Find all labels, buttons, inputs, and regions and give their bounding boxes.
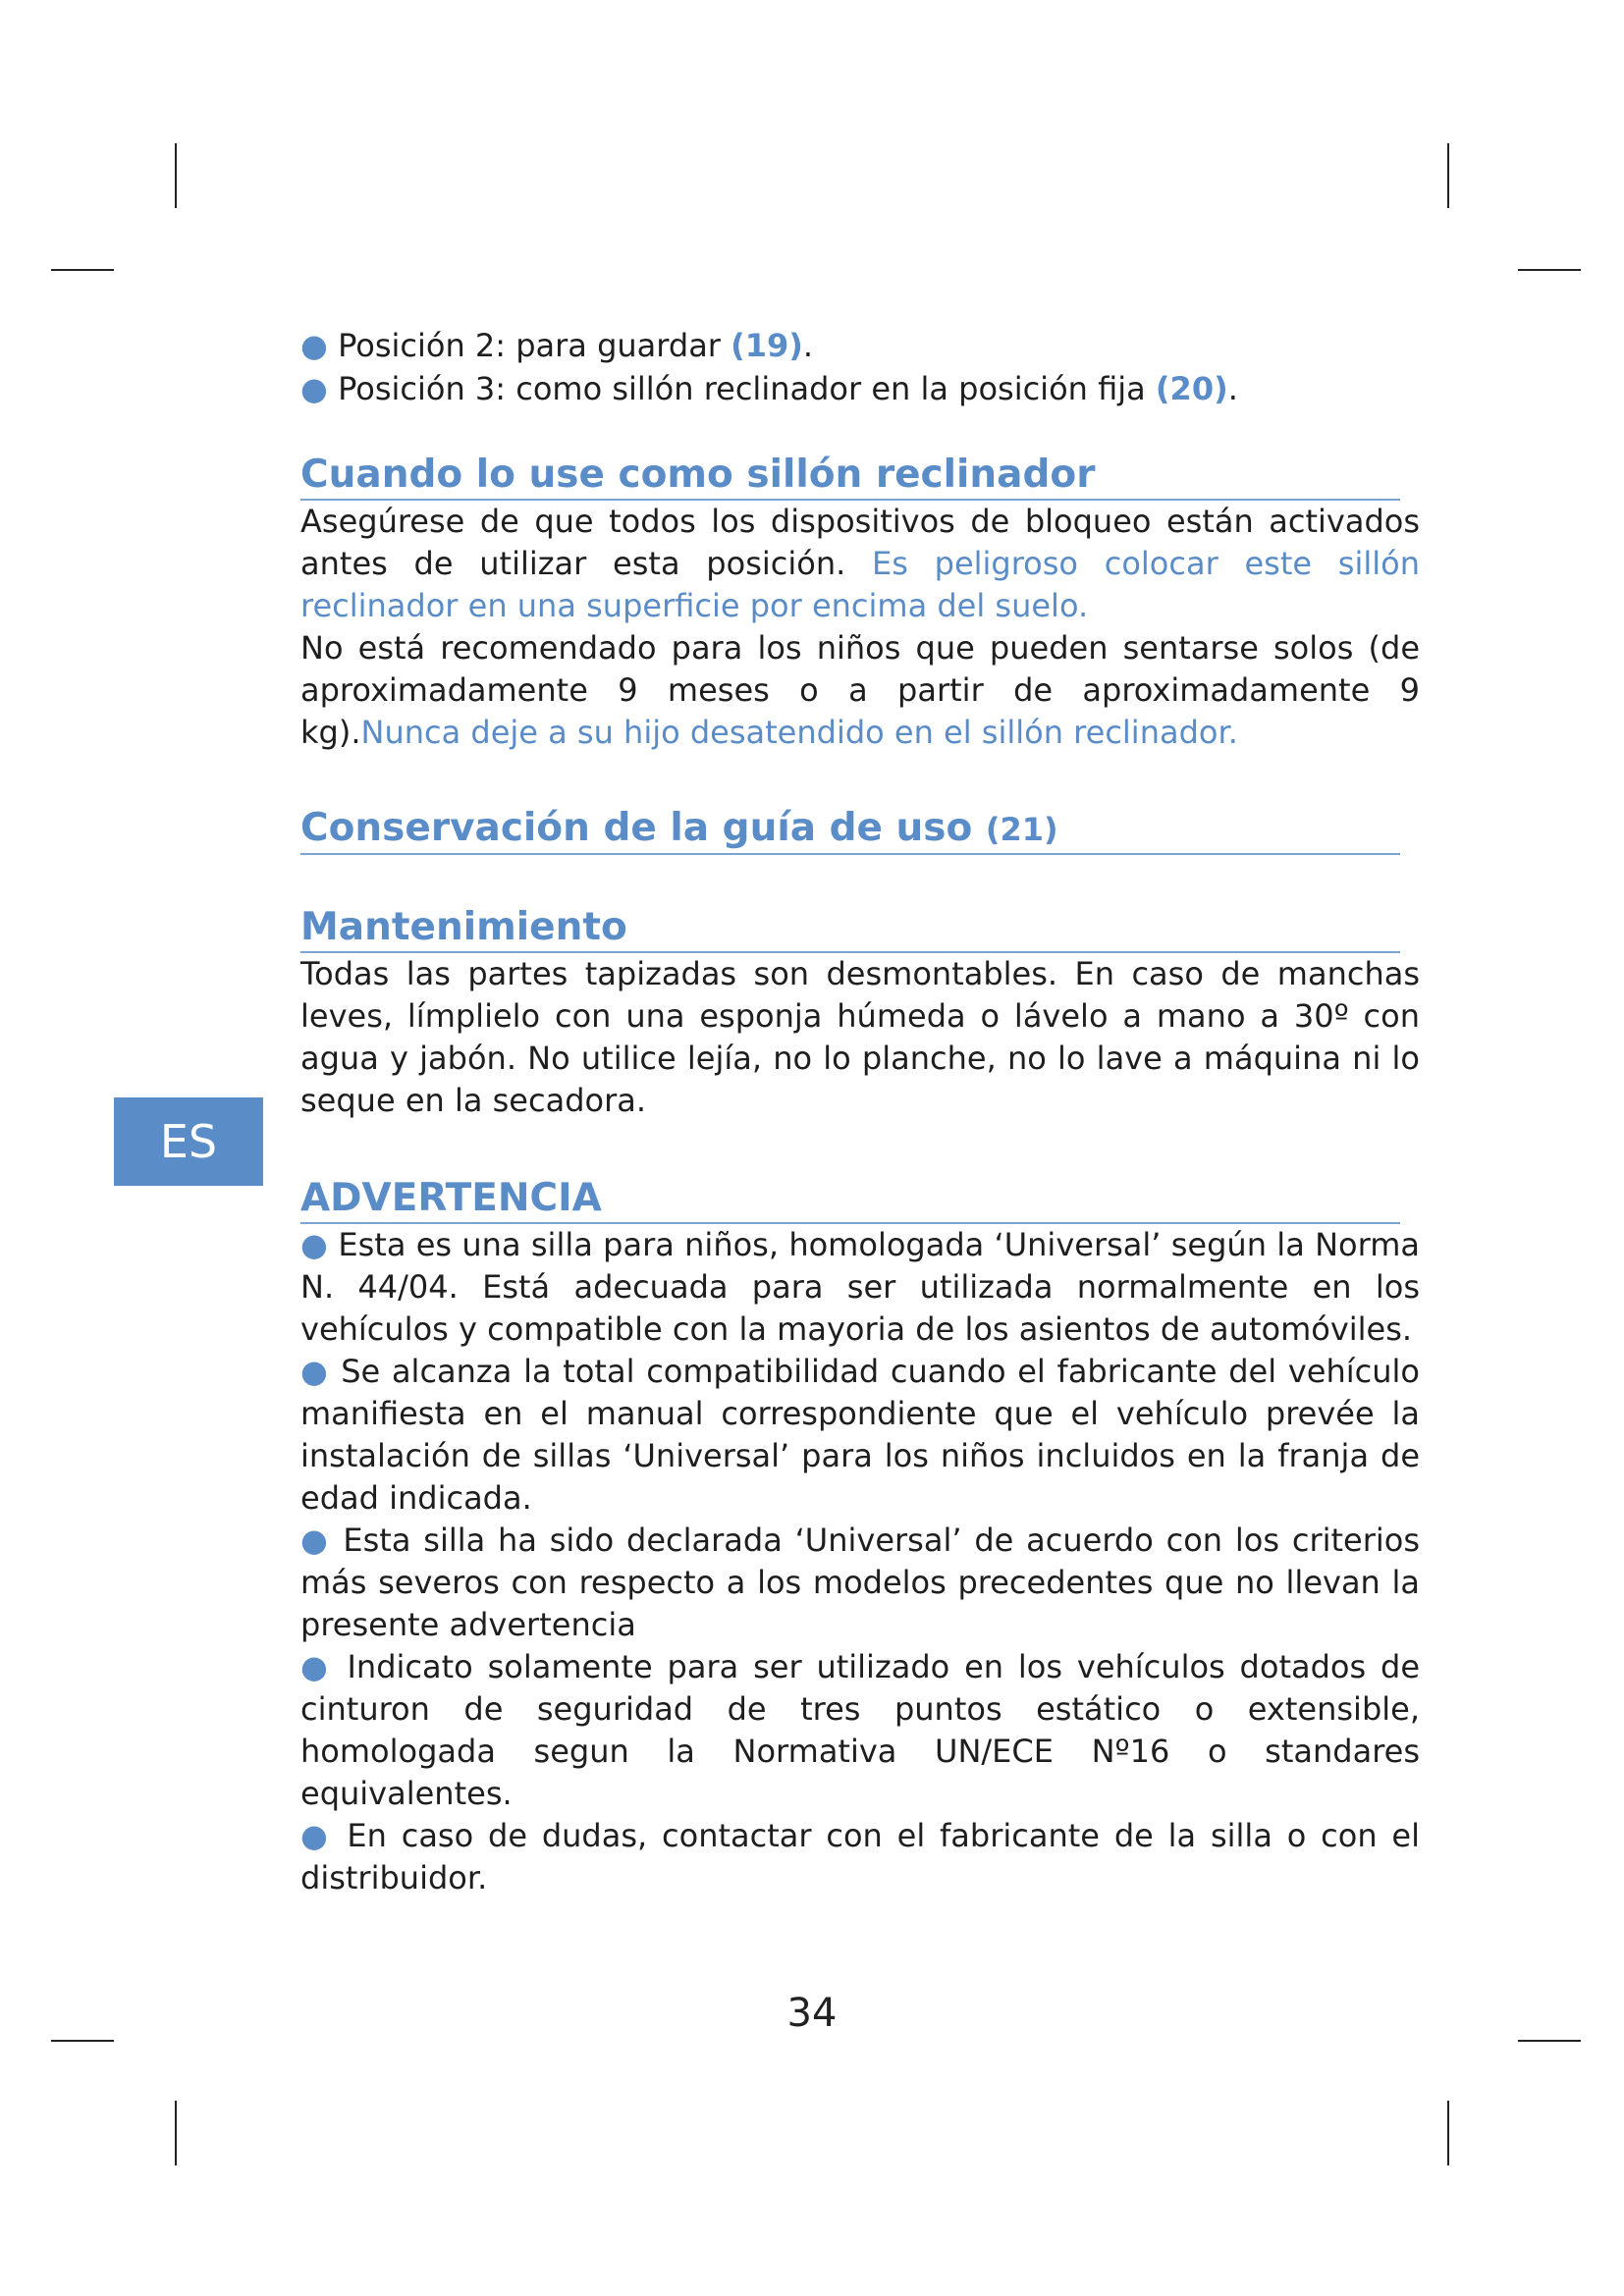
list-item: ● Esta es una silla para niños, homologada ‘Universal’ según la Norma N. 44/04. Está adecuada para ser utilizada normalmente en los vehículos y compatible con la mayoria de los asientos de automóviles.: [300, 1226, 1421, 1348]
crop-mark: [51, 2040, 114, 2042]
section-heading-reclinador: Cuando lo use como sillón reclinador: [300, 452, 1400, 501]
warning-text: Es peligroso colocar este sillón reclinador en una superficie por encima del suelo.: [300, 545, 1421, 624]
bullet-icon: ●: [300, 370, 328, 407]
crop-mark: [175, 143, 177, 208]
bullet-icon: ●: [300, 1648, 333, 1685]
bullet-icon: ●: [300, 327, 328, 364]
figure-reference: (20): [1155, 370, 1228, 407]
bullet-icon: ●: [300, 1226, 329, 1263]
bullet-icon: ●: [300, 1817, 333, 1854]
figure-reference: (21): [985, 811, 1058, 848]
crop-mark: [1518, 2040, 1581, 2042]
crop-mark: [1447, 2101, 1449, 2165]
warning-text: Nunca deje a su hijo desatendido en el sillón reclinador.: [360, 714, 1238, 751]
language-tab: ES: [114, 1097, 263, 1186]
list-item: ● Se alcanza la total compatibilidad cuando el fabricante del vehículo manifiesta en el manual correspondiente que el vehículo prevée la instalación de sillas ‘Universal’ para los niños incluidos en la franja de edad indicada.: [300, 1353, 1421, 1517]
list-item: ● Esta silla ha sido declarada ‘Universal’ de acuerdo con los criterios más severos con respecto a los modelos precedentes que no llevan la presente advertencia: [300, 1522, 1421, 1643]
list-item: ● Posición 2: para guardar (19).: [300, 327, 814, 364]
page-content: [300, 324, 1420, 1899]
list-item: ● Indicato solamente para ser utilizado en los vehículos dotados de cinturon de seguridad de tres puntos estático o extensible, homologada segun la Normativa UN/ECE Nº16 o standares equivalentes.: [300, 1648, 1421, 1812]
paragraph: Todas las partes tapizadas son desmontables. En caso de manchas leves, límplielo con una esponja húmeda o lávelo a mano a 30º con agua y jabón. No utilice lejía, no lo planche, no lo lave a máquina ni lo seque en la secadora.: [300, 955, 1420, 1119]
list-item: ● Posición 3: como sillón reclinador en la posición fija (20).: [300, 370, 1238, 407]
figure-reference: (19): [731, 327, 803, 364]
list-item: ● En caso de dudas, contactar con el fabricante de la silla o con el distribuidor.: [300, 1817, 1421, 1896]
page-number: 34: [786, 1991, 838, 2036]
section-heading-advertencia: ADVERTENCIA: [300, 1175, 1400, 1224]
crop-mark: [51, 269, 114, 271]
crop-mark: [175, 2101, 177, 2165]
section-heading-mantenimiento: Mantenimiento: [300, 904, 1400, 953]
positions-list: [300, 324, 1420, 410]
paragraph: No está recomendado para los niños que pueden sentarse solos (de aproximadamente 9 meses o a partir de aproximadamente 9 kg).Nunca deje a su hijo desatendido en el sillón reclinador.: [300, 629, 1420, 751]
crop-mark: [1447, 143, 1449, 208]
paragraph: Asegúrese de que todos los dispositivos de bloqueo están activados antes de utilizar esta posición. Es peligroso colocar este sillón reclinador en una superficie por encima del suelo.: [300, 503, 1421, 624]
advertencia-list: [300, 1224, 1420, 1899]
bullet-icon: ●: [300, 1522, 331, 1559]
section-heading-conservacion: Conservación de la guía de uso (21): [300, 805, 1400, 855]
crop-mark: [1518, 269, 1581, 271]
bullet-icon: ●: [300, 1353, 330, 1390]
